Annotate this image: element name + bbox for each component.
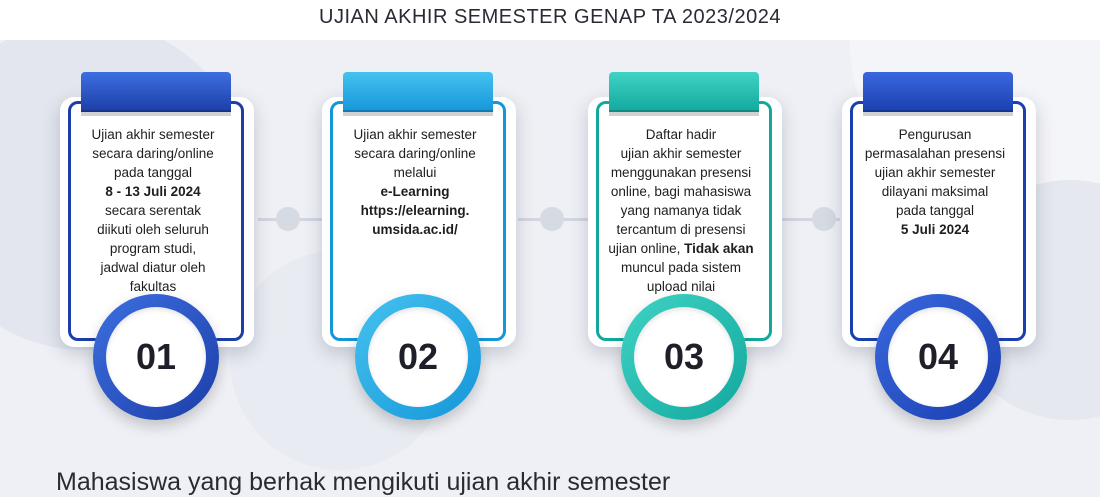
page-title: UJIAN AKHIR SEMESTER GENAP TA 2023/2024 — [319, 6, 781, 28]
card-text-line: muncul pada sistem — [620, 260, 742, 275]
ribbon-shadow — [343, 110, 493, 116]
ribbon-shadow — [609, 110, 759, 116]
card-text-line: melalui — [393, 165, 437, 180]
badge-face — [106, 307, 206, 407]
card-text-line: secara daring/online — [354, 146, 476, 161]
card-text-line: upload nilai — [646, 279, 716, 294]
card-text-line: 8 - 13 Juli 2024 — [105, 184, 201, 199]
card-text-line: program studi, — [109, 241, 197, 256]
card-text-line: pada tanggal — [895, 203, 975, 218]
card-text-line: umsida.ac.id/ — [372, 222, 458, 237]
card-text-line: fakultas — [129, 279, 177, 294]
card-text-line: menggunakan presensi — [610, 165, 752, 180]
card-text-line: Daftar hadir — [645, 127, 717, 142]
step-card — [584, 72, 784, 422]
card-text-line: e-Learning — [380, 184, 450, 199]
card-ribbon — [863, 72, 1013, 112]
card-text-emphasis: Tidak akan — [680, 241, 754, 256]
card-description — [72, 125, 234, 296]
card-text-line: diikuti oleh seluruh — [97, 222, 209, 237]
step-number: 02 — [397, 336, 439, 377]
card-text-line: tercantum di presensi — [616, 222, 746, 237]
card-text-line: secara daring/online — [92, 146, 214, 161]
badge-face — [368, 307, 468, 407]
step-number-badge — [875, 294, 1001, 420]
card-text-line: ujian akhir semester — [874, 165, 996, 180]
card-text-line: Ujian akhir semester — [353, 127, 477, 142]
card-text-line: dilayani maksimal — [881, 184, 989, 199]
card-text-line: Ujian akhir semester — [91, 127, 215, 142]
step-number-badge — [93, 294, 219, 420]
ribbon-shadow — [81, 110, 231, 116]
badge-face — [634, 307, 734, 407]
badge-face — [888, 307, 988, 407]
card-ribbon — [343, 72, 493, 112]
card-ribbon — [81, 72, 231, 112]
card-description — [854, 125, 1016, 239]
card-description — [334, 125, 496, 239]
card-description — [600, 125, 762, 296]
card-text-line: https://elearning. — [360, 203, 470, 218]
card-text-line: ujian online, Tidak akan — [608, 241, 754, 256]
step-number-badge — [355, 294, 481, 420]
step-card — [838, 72, 1038, 422]
card-ribbon — [609, 72, 759, 112]
card-text-line: jadwal diatur oleh — [100, 260, 206, 275]
connector-dot — [540, 207, 564, 231]
card-text-line: permasalahan presensi — [864, 146, 1006, 161]
connector-dot — [812, 207, 836, 231]
card-text-line: yang namanya tidak — [620, 203, 742, 218]
step-number: 03 — [663, 336, 705, 377]
step-card — [56, 72, 256, 422]
connector-dot — [276, 207, 300, 231]
card-text-line: online, bagi mahasiswa — [610, 184, 752, 199]
step-number: 04 — [917, 336, 959, 377]
step-number: 01 — [135, 336, 177, 377]
card-text-line: Pengurusan — [898, 127, 972, 142]
step-card — [318, 72, 518, 422]
footer-heading: Mahasiswa yang berhak mengikuti ujian akhir semester — [56, 468, 671, 496]
card-text-line: 5 Juli 2024 — [900, 222, 970, 237]
step-number-badge — [621, 294, 747, 420]
card-text-line: ujian akhir semester — [620, 146, 742, 161]
ribbon-shadow — [863, 110, 1013, 116]
card-text-line: pada tanggal — [113, 165, 193, 180]
card-text-line: secara serentak — [104, 203, 202, 218]
